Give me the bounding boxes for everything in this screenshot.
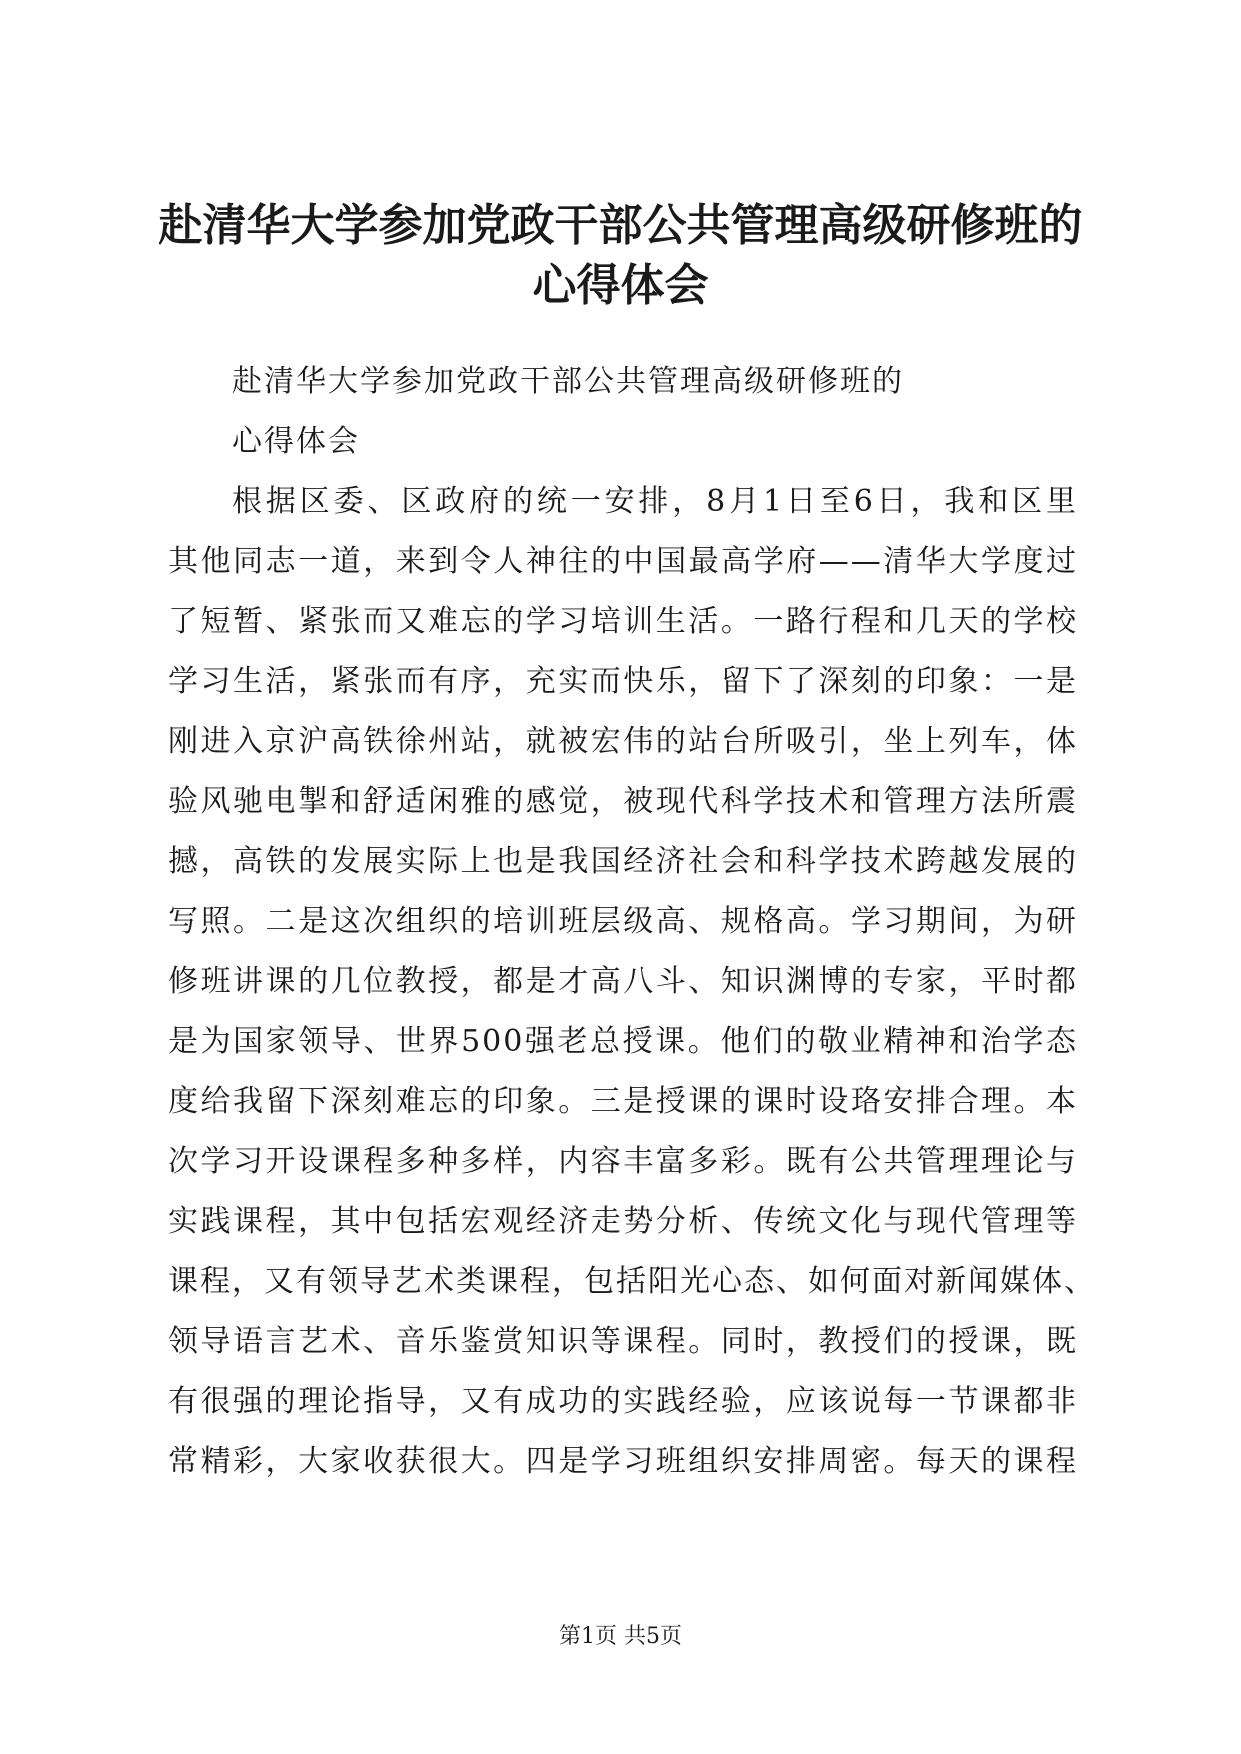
paragraph-line: 根据区委、区政府的统一安排，8月1日至6日，我和区里 (232, 484, 1078, 519)
subtitle-line-1: 赴清华大学参加党政干部公共管理高级研修班的 (232, 364, 904, 399)
paragraph-line: 学习生活，紧张而有序，充实而快乐，留下了深刻的印象：一是 (168, 664, 1078, 699)
paragraph-line: 修班讲课的几位教授，都是才高八斗、知识渊博的专家，平时都 (168, 964, 1078, 999)
paragraph-line: 刚进入京沪高铁徐州站，就被宏伟的站台所吸引，坐上列车，体 (168, 724, 1078, 759)
subtitle-line-2: 心得体会 (232, 424, 360, 459)
paragraph-line: 领导语言艺术、音乐鉴赏知识等课程。同时，教授们的授课，既 (168, 1324, 1078, 1359)
paragraph-line: 常精彩，大家收获很大。四是学习班组织安排周密。每天的课程 (168, 1444, 1078, 1479)
paragraph-line: 了短暂、紧张而又难忘的学习培训生活。一路行程和几天的学校 (168, 604, 1078, 639)
paragraph-line: 有很强的理论指导，又有成功的实践经验，应该说每一节课都非 (168, 1384, 1078, 1419)
document-body (168, 352, 1096, 1492)
paragraph-line: 验风驰电掣和舒适闲雅的感觉，被现代科学技术和管理方法所震 (168, 784, 1078, 819)
paragraph-line: 写照。二是这次组织的培训班层级高、规格高。学习期间，为研 (168, 904, 1078, 939)
paragraph-line: 是为国家领导、世界500强老总授课。他们的敬业精神和治学态 (168, 1024, 1078, 1059)
paragraph-line: 次学习开设课程多种多样，内容丰富多彩。既有公共管理理论与 (168, 1144, 1078, 1179)
paragraph-line: 撼，高铁的发展实际上也是我国经济社会和科学技术跨越发展的 (168, 844, 1078, 879)
body-paragraph (168, 472, 1096, 1492)
paragraph-line: 课程，又有领导艺术类课程，包括阳光心态、如何面对新闻媒体、 (168, 1264, 1096, 1299)
document-title: 赴清华大学参加党政干部公共管理高级研修班的心得体会 (158, 200, 1083, 311)
page-number-footer: 第1页 共5页 (559, 1624, 682, 1649)
paragraph-line: 其他同志一道，来到令人神往的中国最高学府——清华大学度过 (168, 544, 1078, 579)
paragraph-line: 实践课程，其中包括宏观经济走势分析、传统文化与现代管理等 (168, 1204, 1078, 1239)
paragraph-line: 度给我留下深刻难忘的印象。三是授课的课时设珞安排合理。本 (168, 1084, 1078, 1119)
